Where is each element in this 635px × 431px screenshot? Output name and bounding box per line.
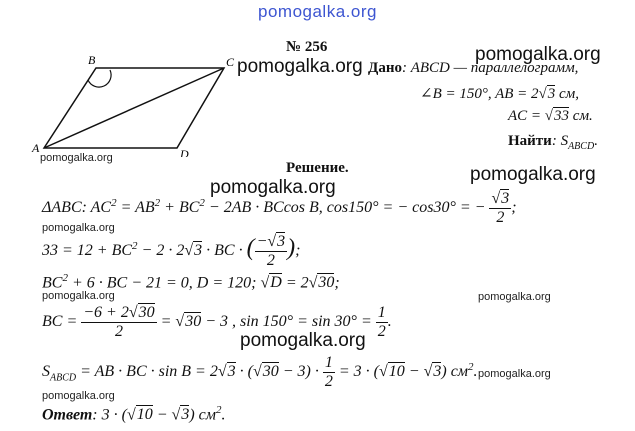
watermark: pomogalka.org bbox=[210, 177, 336, 198]
fraction: $\frac{1}{2}$ bbox=[324, 354, 333, 390]
solution-line-5: $S_{ABCD}$ = AB · BC · sin B = 2√3 · (√30 − 3) · $\frac{1}{2}$ = 3 · (√10 − √3) $см^2$. bbox=[42, 354, 478, 390]
fraction: $\frac{√3}{2}$ bbox=[491, 190, 510, 226]
solution-line-2: $33 = 12 + BC^2 - 2 \cdot 2√3$ · BC · ( $\frac{-√3}{2}$ ); bbox=[42, 233, 301, 269]
diagonal-ac bbox=[44, 68, 224, 148]
watermark: pomogalka.org bbox=[475, 44, 601, 65]
watermark-small: pomogalka.org bbox=[478, 368, 551, 380]
problem-number: № 256 bbox=[286, 39, 328, 55]
vertex-a-label: A bbox=[32, 141, 40, 155]
given-label: Дано bbox=[368, 60, 402, 76]
vertex-c-label: C bbox=[226, 55, 235, 69]
given-line-1: Дано: ABCD — параллелограмм, bbox=[368, 60, 579, 76]
solution-line-4: BC = $\frac{-6 + 2√30}{2}$ = √30 − 3 , sin 150° = sin 30° = $\frac{1}{2}$ . bbox=[42, 304, 392, 340]
fraction: $\frac{-6 + 2√30}{2}$ bbox=[83, 304, 155, 340]
answer-label: Ответ bbox=[42, 406, 93, 424]
solution-line-3: $BC^2 + 6$ · BC − 21 = 0, D = 120; √D = 2√30; bbox=[42, 272, 340, 292]
fraction: $\frac{-√3}{2}$ bbox=[256, 233, 286, 269]
find-line: Найти: $S_{ABCD}$. bbox=[508, 133, 598, 152]
given-line-3: AC = √33 см. bbox=[508, 108, 593, 124]
watermark: pomogalka.org bbox=[470, 164, 596, 185]
angle-b-arc bbox=[88, 70, 111, 87]
watermark-top: pomogalka.org bbox=[258, 2, 377, 21]
watermark-small: pomogalka.org bbox=[478, 291, 551, 303]
solution-line-1: ΔABC: $AC^2 = AB^2 + BC^2 - 2AB \cdot BCcos$ B, cos150° = − cos30° = − $\frac{√3}{2}$ ; bbox=[42, 190, 517, 226]
parallelogram-figure bbox=[30, 52, 240, 157]
watermark: pomogalka.org bbox=[240, 330, 366, 351]
given-line-2: ∠B = 150°, AB = 2√3 см, bbox=[420, 86, 579, 102]
answer-line: Ответ: 3 · (√10 − √3) $см^2$. bbox=[42, 404, 226, 424]
watermark-small: pomogalka.org bbox=[40, 152, 113, 164]
watermark-small: pomogalka.org bbox=[42, 222, 115, 234]
vertex-b-label: B bbox=[88, 53, 96, 67]
find-label: Найти bbox=[508, 133, 552, 149]
vertex-d-label: D bbox=[180, 147, 189, 157]
solution-heading: Решение. bbox=[286, 160, 349, 176]
fraction: $\frac{1}{2}$ bbox=[377, 304, 386, 340]
watermark: pomogalka.org bbox=[237, 56, 363, 77]
watermark-small: pomogalka.org bbox=[42, 290, 115, 302]
watermark-small: pomogalka.org bbox=[42, 390, 115, 402]
